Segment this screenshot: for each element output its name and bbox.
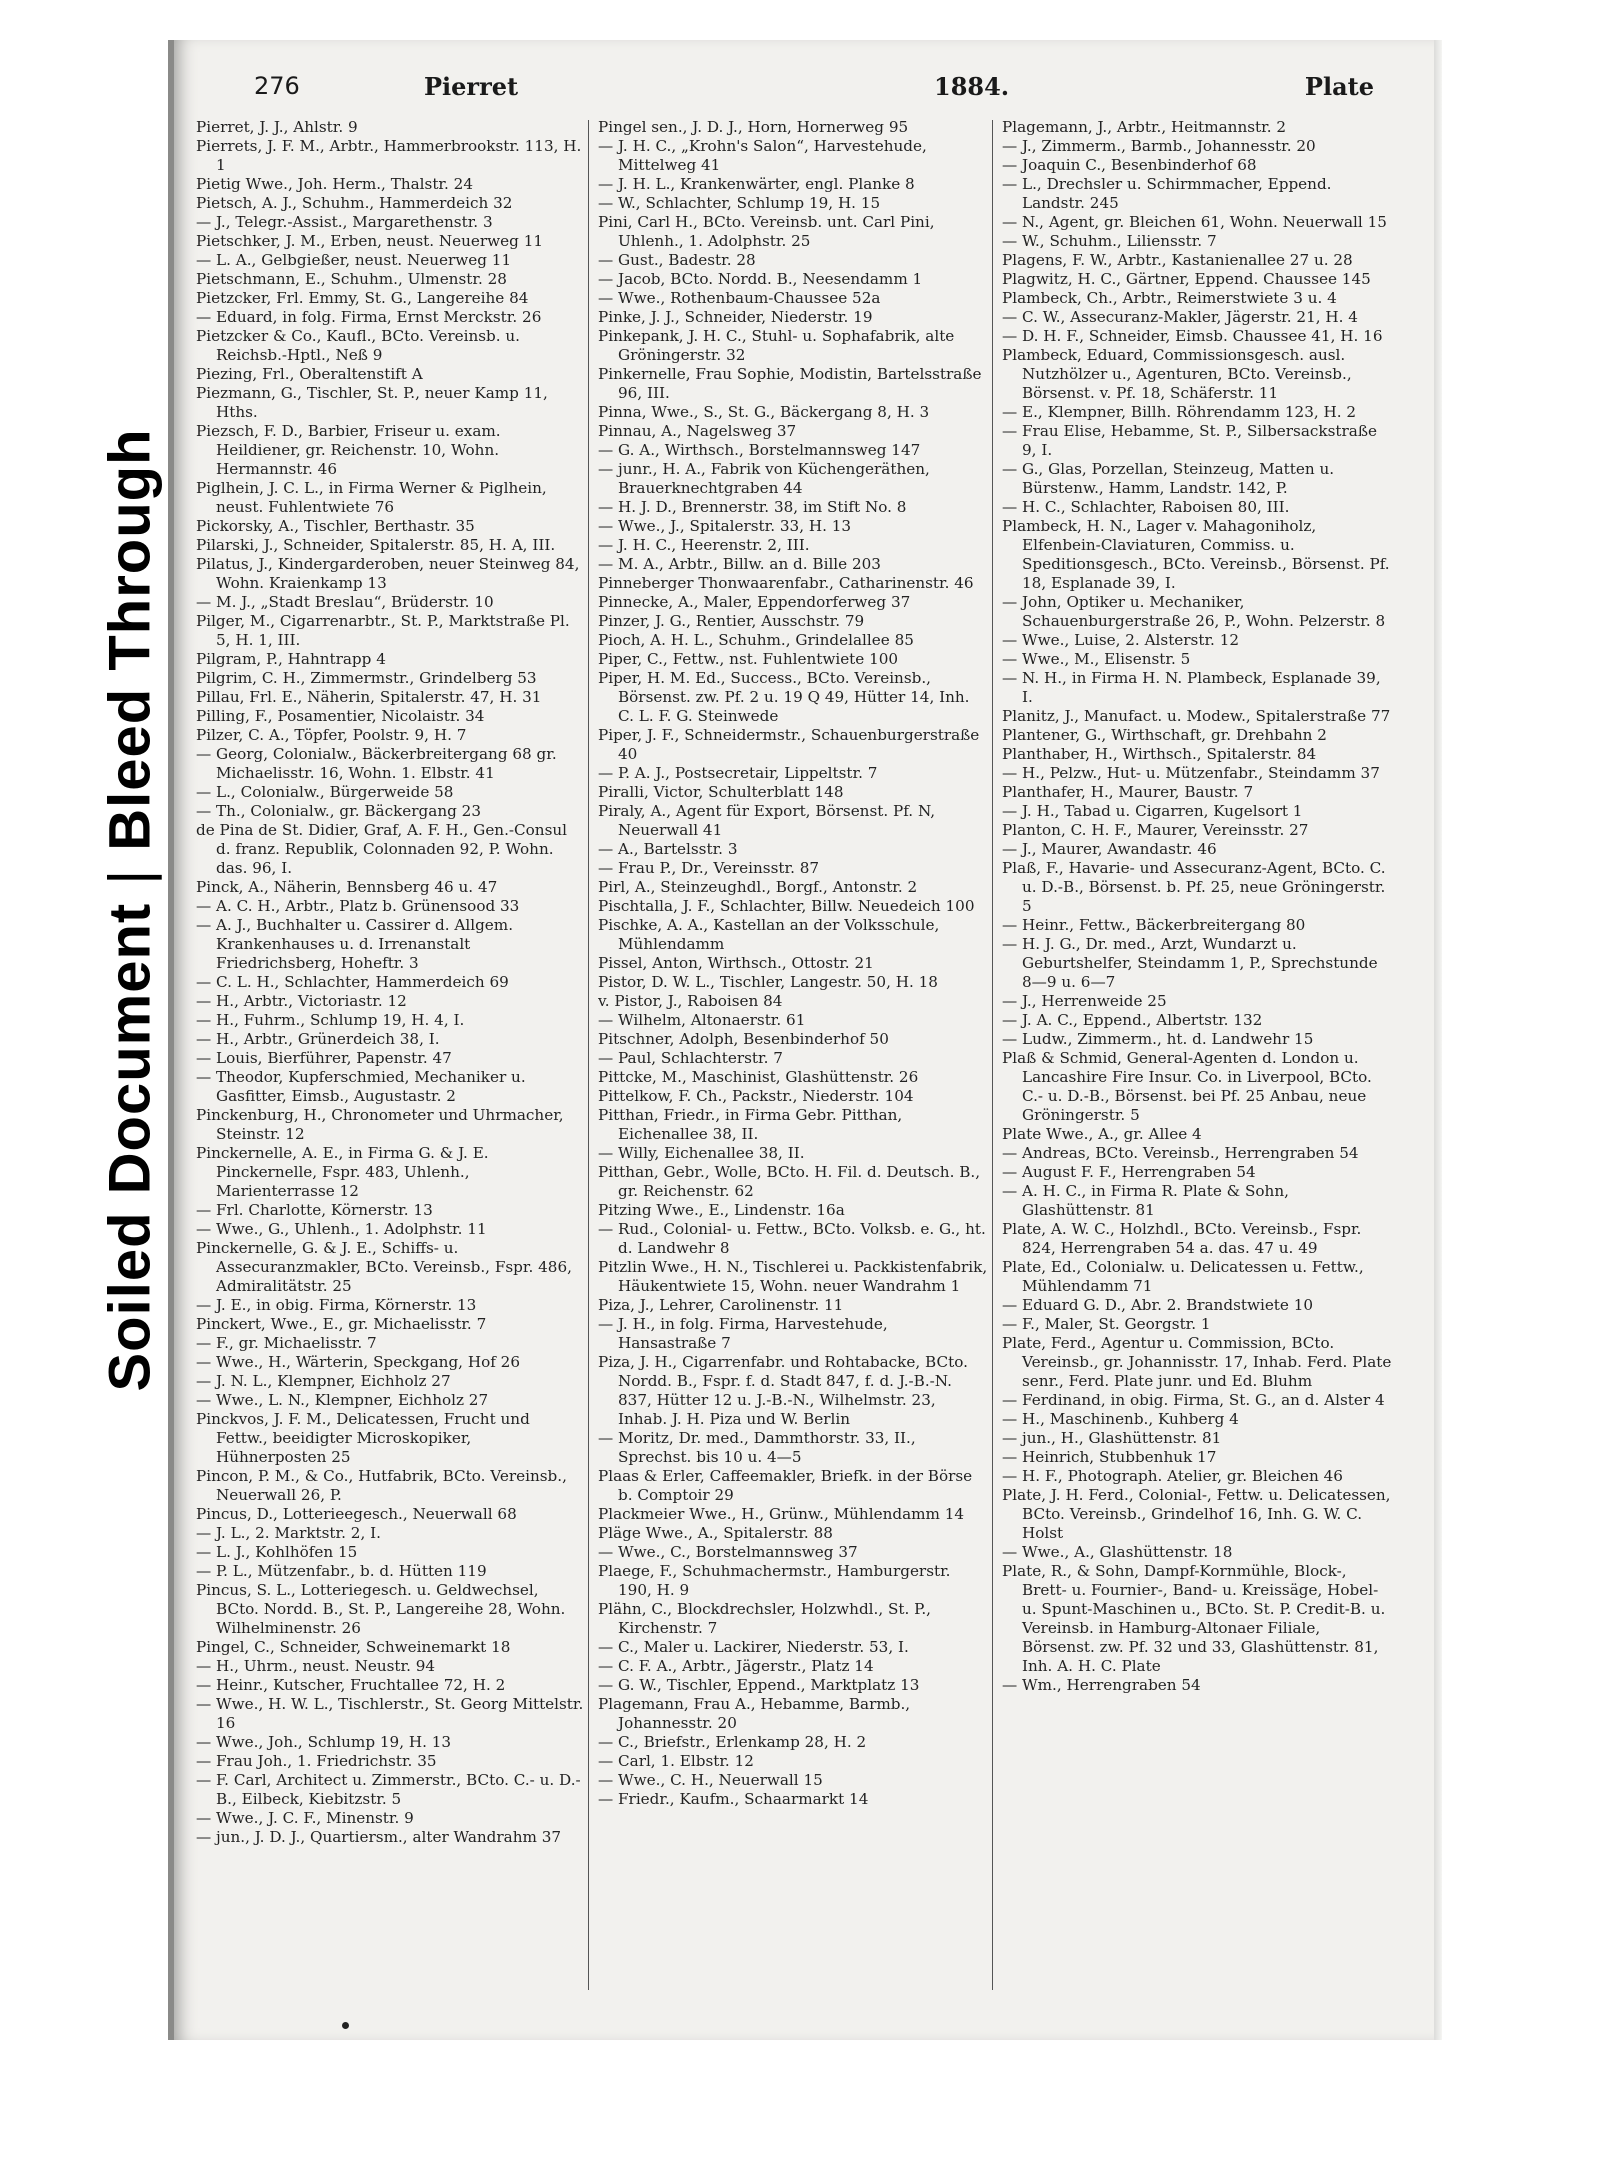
directory-entry: Pillau, Frl. E., Näherin, Spitalerstr. 47, H. 31	[196, 688, 542, 706]
directory-entry: Pincus, D., Lotterieegesch., Neuerwall 68	[196, 1505, 517, 1523]
directory-entry: Plate, Ferd., Agentur u. Commission, BCto. Vereinsb., gr. Johannisstr. 17, Inhab. Ferd. Plate senr., Ferd. Plate junr. und Ed. Bluhm	[1002, 1334, 1392, 1390]
header-right-keyword: Plate	[1304, 72, 1374, 101]
directory-entry: Piglhein, J. C. L., in Firma Werner & Piglhein, neust. Fuhlentwiete 76	[196, 479, 547, 516]
directory-entry: — Eduard, in folg. Firma, Ernst Merckstr. 26	[196, 308, 542, 326]
column-divider	[588, 120, 589, 1990]
directory-entry: — H. F., Photograph. Atelier, gr. Bleichen 46	[1002, 1467, 1343, 1485]
directory-entry: — F. Carl, Architect u. Zimmerstr., BCto. C.- u. D.-B., Eilbeck, Kiebitzstr. 5	[196, 1771, 581, 1808]
directory-column-2	[598, 118, 988, 1978]
directory-entry: Pilgrim, C. H., Zimmermstr., Grindelberg 53	[196, 669, 537, 687]
directory-entry: Pickorsky, A., Tischler, Berthastr. 35	[196, 517, 475, 535]
directory-entry: Pitschner, Adolph, Besenbinderhof 50	[598, 1030, 889, 1048]
directory-entry: — Wwe., C. H., Neuerwall 15	[598, 1771, 823, 1789]
stamp-soiled-document: Soiled Document	[97, 902, 163, 1392]
directory-entry: Plaas & Erler, Caffeemakler, Briefk. in der Börse b. Comptoir 29	[598, 1467, 973, 1504]
directory-entry: — L., Drechsler u. Schirmmacher, Eppend. Landstr. 245	[1002, 175, 1332, 212]
directory-entry: Plagemann, Frau A., Hebamme, Barmb., Johannesstr. 20	[598, 1695, 911, 1732]
directory-entry: — W., Schuhm., Liliensstr. 7	[1002, 232, 1217, 250]
directory-entry: — L. A., Gelbgießer, neust. Neuerweg 11	[196, 251, 512, 269]
directory-entry: Pistor, D. W. L., Tischler, Langestr. 50, H. 18	[598, 973, 938, 991]
document-condition-stamp	[80, 370, 180, 1450]
directory-entry: — P. A. J., Postsecretair, Lippeltstr. 7	[598, 764, 878, 782]
directory-entry: — H. J. G., Dr. med., Arzt, Wundarzt u. Geburtshelfer, Steindamm 1, P., Sprechstunde 8—9 u. 6—7	[1002, 935, 1378, 991]
directory-entry: Pietschker, J. M., Erben, neust. Neuerweg 11	[196, 232, 544, 250]
stamp-separator: |	[97, 868, 163, 885]
directory-entry: — J. H., in folg. Firma, Harvestehude, Hansastraße 7	[598, 1315, 888, 1352]
directory-entry: Pierret, J. J., Ahlstr. 9	[196, 118, 358, 136]
directory-entry: Piraly, A., Agent für Export, Börsenst. Pf. N, Neuerwall 41	[598, 802, 936, 839]
directory-entry: Pitthan, Gebr., Wolle, BCto. H. Fil. d. Deutsch. B., gr. Reichenstr. 62	[598, 1163, 981, 1200]
directory-entry: v. Pistor, J., Raboisen 84	[598, 992, 783, 1010]
directory-column-1	[196, 118, 586, 1978]
directory-entry: Plambeck, Eduard, Commissionsgesch. ausl. Nutzhölzer u., Agenturen, BCto. Vereinsb., Börsenst. v. Pf. 18, Schäferstr. 11	[1002, 346, 1352, 402]
directory-entry: — H., Arbtr., Victoriastr. 12	[196, 992, 407, 1010]
directory-entry: — N. H., in Firma H. N. Plambeck, Esplanade 39, I.	[1002, 669, 1381, 706]
directory-page	[168, 40, 1434, 2040]
directory-entry: Pilger, M., Cigarrenarbtr., St. P., Marktstraße Pl. 5, H. 1, III.	[196, 612, 570, 649]
directory-entry: — D. H. F., Schneider, Eimsb. Chaussee 41, H. 16	[1002, 327, 1383, 345]
directory-entry: Plambeck, Ch., Arbtr., Reimerstwiete 3 u. 4	[1002, 289, 1337, 307]
directory-entry: de Pina de St. Didier, Graf, A. F. H., Gen.-Consul d. franz. Republik, Colonnaden 92, P. Wohn. das. 96, I.	[196, 821, 568, 877]
directory-entry: Pilzer, C. A., Töpfer, Poolstr. 9, H. 7	[196, 726, 467, 744]
directory-entry: — J., Maurer, Awandastr. 46	[1002, 840, 1217, 858]
directory-entry: — Heinr., Fettw., Bäckerbreitergang 80	[1002, 916, 1306, 934]
directory-entry: — J. E., in obig. Firma, Körnerstr. 13	[196, 1296, 477, 1314]
directory-entry: — Wwe., H., Wärterin, Speckgang, Hof 26	[196, 1353, 520, 1371]
directory-entry: Pietzcker, Frl. Emmy, St. G., Langereihe 84	[196, 289, 529, 307]
directory-entry: — jun., J. D. J., Quartiersm., alter Wandrahm 37	[196, 1828, 562, 1846]
directory-entry: Pinkernelle, Frau Sophie, Modistin, Bartelsstraße 96, III.	[598, 365, 982, 402]
directory-entry: — Paul, Schlachterstr. 7	[598, 1049, 783, 1067]
directory-entry: — H., Arbtr., Grünerdeich 38, I.	[196, 1030, 440, 1048]
directory-entry: — Louis, Bierführer, Papenstr. 47	[196, 1049, 452, 1067]
directory-entry: — J. H. L., Krankenwärter, engl. Planke 8	[598, 175, 915, 193]
directory-entry: Pinnecke, A., Maler, Eppendorferweg 37	[598, 593, 911, 611]
directory-entry: Pietzcker & Co., Kaufl., BCto. Vereinsb. u. Reichsb.-Hptl., Neß 9	[196, 327, 521, 364]
directory-entry: Pläge Wwe., A., Spitalerstr. 88	[598, 1524, 833, 1542]
directory-entry: — Wwe., G., Uhlenh., 1. Adolphstr. 11	[196, 1220, 487, 1238]
directory-entry: — P. L., Mützenfabr., b. d. Hütten 119	[196, 1562, 487, 1580]
directory-entry: Planton, C. H. F., Maurer, Vereinsstr. 27	[1002, 821, 1309, 839]
directory-entry: — Frl. Charlotte, Körnerstr. 13	[196, 1201, 433, 1219]
directory-entry: — F., gr. Michaelisstr. 7	[196, 1334, 377, 1352]
stamp-label	[97, 429, 164, 1392]
directory-entry: — Wwe., L. N., Klempner, Eichholz 27	[196, 1391, 489, 1409]
directory-entry: — Wwe., A., Glashüttenstr. 18	[1002, 1543, 1233, 1561]
directory-entry: Piper, H. M. Ed., Success., BCto. Vereinsb., Börsenst. zw. Pf. 2 u. 19 Q 49, Hütter 14, Inh. C. L. F. G. Steinwede	[598, 669, 970, 725]
directory-entry: — Wwe., Joh., Schlump 19, H. 13	[196, 1733, 452, 1751]
directory-entry: Pittcke, M., Maschinist, Glashüttenstr. 26	[598, 1068, 919, 1086]
directory-entry: — J., Zimmerm., Barmb., Johannesstr. 20	[1002, 137, 1316, 155]
directory-entry: — Andreas, BCto. Vereinsb., Herrengraben 54	[1002, 1144, 1359, 1162]
directory-entry: Pinckernelle, A. E., in Firma G. & J. E. Pinckernelle, Fspr. 483, Uhlenh., Marienterrasse 12	[196, 1144, 489, 1200]
directory-entry: Piper, J. F., Schneidermstr., Schauenburgerstraße 40	[598, 726, 980, 763]
directory-entry: Piezsch, F. D., Barbier, Friseur u. exam. Heildiener, gr. Reichenstr. 10, Wohn. Hermannstr. 46	[196, 422, 501, 478]
directory-entry: Planitz, J., Manufact. u. Modew., Spitalerstraße 77	[1002, 707, 1391, 725]
directory-entry: — Wwe., H. W. L., Tischlerstr., St. Georg Mittelstr. 16	[196, 1695, 584, 1732]
directory-entry: Pirl, A., Steinzeughdl., Borgf., Antonstr. 2	[598, 878, 918, 896]
directory-entry: — J., Telegr.-Assist., Margarethenstr. 3	[196, 213, 493, 231]
directory-entry: Plambeck, H. N., Lager v. Mahagoniholz, Elfenbein-Claviaturen, Commiss. u. Speditionsgesch., BCto. Vereinsb., Börsenst. Pf. 18, Esplanade 39, I.	[1002, 517, 1390, 592]
directory-entry: Plagwitz, H. C., Gärtner, Eppend. Chaussee 145	[1002, 270, 1371, 288]
directory-entry: Pietschmann, E., Schuhm., Ulmenstr. 28	[196, 270, 507, 288]
directory-entry: — G. W., Tischler, Eppend., Marktplatz 13	[598, 1676, 920, 1694]
directory-entry: Piza, J. H., Cigarrenfabr. und Rohtabacke, BCto. Nordd. B., Fspr. f. d. Stadt 847, f. d. J.-B.-N. 837, Hütter 12 u. J.-B.-N., Wilhelmstr. 23, Inhab. J. H. Piza und W. Berlin	[598, 1353, 968, 1428]
header-left-keyword: Pierret	[424, 72, 519, 101]
directory-entry: Plähn, C., Blockdrechsler, Holzwhdl., St. P., Kirchenstr. 7	[598, 1600, 931, 1637]
directory-entry: Pingel sen., J. D. J., Horn, Hornerweg 95	[598, 118, 909, 136]
directory-entry: Pinck, A., Näherin, Bennsberg 46 u. 47	[196, 878, 498, 896]
directory-entry: Pissel, Anton, Wirthsch., Ottostr. 21	[598, 954, 874, 972]
directory-entry: Plaß & Schmid, General-Agenten d. London u. Lancashire Fire Insur. Co. in Liverpool, BCto. C.- u. D.-B., Börsenst. bei Pf. 25 Anbau, neue Gröningerstr. 5	[1002, 1049, 1372, 1124]
directory-entry: Pilgram, P., Hahntrapp 4	[196, 650, 386, 668]
directory-entry: — Wwe., C., Borstelmannsweg 37	[598, 1543, 858, 1561]
directory-entry: — Gust., Badestr. 28	[598, 251, 756, 269]
directory-entry: — Th., Colonialw., gr. Bäckergang 23	[196, 802, 481, 820]
directory-entry: — H. C., Schlachter, Raboisen 80, III.	[1002, 498, 1290, 516]
page-header	[234, 66, 1394, 110]
directory-entry: Plate, A. W. C., Holzhdl., BCto. Vereinsb., Fspr. 824, Herrengraben 54 a. das. 47 u. 49	[1002, 1220, 1362, 1257]
directory-entry: Pinckvos, J. F. M., Delicatessen, Frucht und Fettw., beeidigter Microskopiker, Hühnerposten 25	[196, 1410, 530, 1466]
directory-entry: — Wwe., M., Elisenstr. 5	[1002, 650, 1191, 668]
directory-entry: — J. A. C., Eppend., Albertstr. 132	[1002, 1011, 1263, 1029]
page-number: 276	[254, 72, 300, 100]
column-divider	[992, 120, 993, 1990]
directory-entry: — Rud., Colonial- u. Fettw., BCto. Volksb. e. G., ht. d. Landwehr 8	[598, 1220, 986, 1257]
directory-entry: — Wwe., Luise, 2. Alsterstr. 12	[1002, 631, 1240, 649]
directory-entry: — J. L., 2. Marktstr. 2, I.	[196, 1524, 381, 1542]
directory-entry: — Wwe., Rothenbaum-Chaussee 52a	[598, 289, 881, 307]
directory-entry: — H., Pelzw., Hut- u. Mützenfabr., Steindamm 37	[1002, 764, 1380, 782]
directory-entry: — Eduard G. D., Abr. 2. Brandstwiete 10	[1002, 1296, 1314, 1314]
directory-entry: — J. H., Tabad u. Cigarren, Kugelsort 1	[1002, 802, 1303, 820]
directory-entry: Pinckert, Wwe., E., gr. Michaelisstr. 7	[196, 1315, 487, 1333]
directory-entry: — Ludw., Zimmerm., ht. d. Landwehr 15	[1002, 1030, 1314, 1048]
directory-entry: — N., Agent, gr. Bleichen 61, Wohn. Neuerwall 15	[1002, 213, 1387, 231]
directory-entry: Plantener, G., Wirthschaft, gr. Drehbahn 2	[1002, 726, 1327, 744]
directory-entry: — E., Klempner, Billh. Röhrendamm 123, H. 2	[1002, 403, 1357, 421]
directory-entry: — Joaquin C., Besenbinderhof 68	[1002, 156, 1257, 174]
directory-entry: Pinzer, J. G., Rentier, Ausschstr. 79	[598, 612, 865, 630]
directory-entry: — H., Fuhrm., Schlump 19, H. 4, I.	[196, 1011, 465, 1029]
directory-entry: Pietig Wwe., Joh. Herm., Thalstr. 24	[196, 175, 473, 193]
directory-entry: — M. A., Arbtr., Billw. an d. Bille 203	[598, 555, 881, 573]
directory-entry: — Frau Joh., 1. Friedrichstr. 35	[196, 1752, 437, 1770]
directory-entry: — J. N. L., Klempner, Eichholz 27	[196, 1372, 451, 1390]
directory-entry: Piper, C., Fettw., nst. Fuhlentwiete 100	[598, 650, 899, 668]
directory-entry: Plaege, F., Schuhmachermstr., Hamburgerstr. 190, H. 9	[598, 1562, 951, 1599]
directory-entry: Pioch, A. H. L., Schuhm., Grindelallee 85	[598, 631, 914, 649]
directory-entry: — A. J., Buchhalter u. Cassirer d. Allgem. Krankenhauses u. d. Irrenanstalt Friedrichsberg, Hoheftr. 3	[196, 916, 514, 972]
directory-entry: — A. H. C., in Firma R. Plate & Sohn, Glashüttenstr. 81	[1002, 1182, 1289, 1219]
directory-entry: Plackmeier Wwe., H., Grünw., Mühlendamm 14	[598, 1505, 965, 1523]
directory-entry: — G., Glas, Porzellan, Steinzeug, Matten u. Bürstenw., Hamm, Landstr. 142, P.	[1002, 460, 1335, 497]
directory-entry: — Wwe., J., Spitalerstr. 33, H. 13	[598, 517, 852, 535]
directory-entry: Piezing, Frl., Oberaltenstift A	[196, 365, 423, 383]
directory-entry: — Frau P., Dr., Vereinsstr. 87	[598, 859, 820, 877]
directory-entry: Plate, J. H. Ferd., Colonial-, Fettw. u. Delicatessen, BCto. Vereinsb., Grindelhof 16, Inh. G. W. C. Holst	[1002, 1486, 1391, 1542]
directory-entry: Pinckenburg, H., Chronometer und Uhrmacher, Steinstr. 12	[196, 1106, 564, 1143]
directory-entry: — Moritz, Dr. med., Dammthorstr. 33, II., Sprechst. bis 10 u. 4—5	[598, 1429, 916, 1466]
directory-entry: — Heinr., Kutscher, Fruchtallee 72, H. 2	[196, 1676, 506, 1694]
directory-entry: Pinke, J. J., Schneider, Niederstr. 19	[598, 308, 873, 326]
directory-entry: Plagens, F. W., Arbtr., Kastanienallee 27 u. 28	[1002, 251, 1353, 269]
directory-entry: Pinneberger Thonwaarenfabr., Catharinenstr. 46	[598, 574, 974, 592]
directory-entry: Plagemann, J., Arbtr., Heitmannstr. 2	[1002, 118, 1287, 136]
directory-entry: — Jacob, BCto. Nordd. B., Neesendamm 1	[598, 270, 923, 288]
directory-entry: Pitthan, Friedr., in Firma Gebr. Pitthan, Eichenallee 38, II.	[598, 1106, 903, 1143]
directory-entry: — C., Briefstr., Erlenkamp 28, H. 2	[598, 1733, 867, 1751]
directory-entry: Pinckernelle, G. & J. E., Schiffs- u. Assecuranzmakler, BCto. Vereinsb., Fspr. 486, Admiralitätstr. 25	[196, 1239, 572, 1295]
ink-dot	[342, 2022, 349, 2029]
directory-entry: Pischke, A. A., Kastellan an der Volksschule, Mühlendamm	[598, 916, 940, 953]
directory-entry: — H., Uhrm., neust. Neustr. 94	[196, 1657, 436, 1675]
directory-entry: Pitzing Wwe., E., Lindenstr. 16a	[598, 1201, 845, 1219]
stamp-bleed-through: Bleed Through	[97, 428, 163, 851]
directory-entry: Pierrets, J. F. M., Arbtr., Hammerbrookstr. 113, H. 1	[196, 137, 582, 174]
directory-entry: — A., Bartelsstr. 3	[598, 840, 738, 858]
directory-entry: — C. F. A., Arbtr., Jägerstr., Platz 14	[598, 1657, 874, 1675]
directory-entry: Pilling, F., Posamentier, Nicolaistr. 34	[196, 707, 485, 725]
directory-entry: — Carl, 1. Elbstr. 12	[598, 1752, 754, 1770]
directory-entry: Plate, Ed., Colonialw. u. Delicatessen u. Fettw., Mühlendamm 71	[1002, 1258, 1364, 1295]
directory-entry: — A. C. H., Arbtr., Platz b. Grünensood 33	[196, 897, 520, 915]
directory-entry: — C., Maler u. Lackirer, Niederstr. 53, I.	[598, 1638, 909, 1656]
directory-entry: — H., Maschinenb., Kuhberg 4	[1002, 1410, 1239, 1428]
directory-column-3	[1002, 118, 1392, 1978]
directory-entry: Pietsch, A. J., Schuhm., Hammerdeich 32	[196, 194, 513, 212]
directory-entry: Pingel, C., Schneider, Schweinemarkt 18	[196, 1638, 511, 1656]
directory-entry: — jun., H., Glashüttenstr. 81	[1002, 1429, 1222, 1447]
directory-entry: Plaß, F., Havarie- und Assecuranz-Agent, BCto. C. u. D.-B., Börsenst. b. Pf. 25, neue Gröningerstr. 5	[1002, 859, 1386, 915]
directory-entry: — junr., H. A., Fabrik von Küchengeräthen, Brauerknechtgraben 44	[598, 460, 930, 497]
directory-entry: — Willy, Eichenallee 38, II.	[598, 1144, 805, 1162]
directory-entry: — Wilhelm, Altonaerstr. 61	[598, 1011, 806, 1029]
directory-entry: Piza, J., Lehrer, Carolinenstr. 11	[598, 1296, 844, 1314]
directory-entry: Piezmann, G., Tischler, St. P., neuer Kamp 11, Hths.	[196, 384, 548, 421]
directory-entry: Pittelkow, F. Ch., Packstr., Niederstr. 104	[598, 1087, 914, 1105]
directory-entry: Pinkepank, J. H. C., Stuhl- u. Sophafabrik, alte Gröningerstr. 32	[598, 327, 955, 364]
directory-entry: — F., Maler, St. Georgstr. 1	[1002, 1315, 1211, 1333]
directory-entry: Pischtalla, J. F., Schlachter, Billw. Neuedeich 100	[598, 897, 975, 915]
directory-entry: Pinna, Wwe., S., St. G., Bäckergang 8, H. 3	[598, 403, 930, 421]
directory-entry: Piralli, Victor, Schulterblatt 148	[598, 783, 844, 801]
directory-entry: Pitzlin Wwe., H. N., Tischlerei u. Packkistenfabrik, Häukentwiete 15, Wohn. neuer Wandrahm 1	[598, 1258, 988, 1295]
directory-entry: Pilatus, J., Kindergarderoben, neuer Steinweg 84, Wohn. Kraienkamp 13	[196, 555, 580, 592]
directory-entry: Plate, R., & Sohn, Dampf-Kornmühle, Block-, Brett- u. Fournier-, Band- u. Kreissäge, Hobel- u. Spunt-Maschinen u., BCto. St. P. Credit-B. u. Vereinsb. in Hamburg-Altonaer Filiale, Börsenst. zw. Pf. 32 und 33, Glashüttenstr. 81, Inh. A. H. C. Plate	[1002, 1562, 1386, 1675]
directory-entry: Pinnau, A., Nagelsweg 37	[598, 422, 797, 440]
directory-entry: — W., Schlachter, Schlump 19, H. 15	[598, 194, 881, 212]
directory-entry: — H. J. D., Brennerstr. 38, im Stift No. 8	[598, 498, 907, 516]
directory-entry: — Wm., Herrengraben 54	[1002, 1676, 1201, 1694]
directory-entry: Plate Wwe., A., gr. Allee 4	[1002, 1125, 1202, 1143]
directory-entry: — Heinrich, Stubbenhuk 17	[1002, 1448, 1217, 1466]
directory-entry: — J., Herrenweide 25	[1002, 992, 1167, 1010]
directory-entry: — Ferdinand, in obig. Firma, St. G., an d. Alster 4	[1002, 1391, 1385, 1409]
header-year: 1884.	[934, 72, 1010, 101]
directory-entry: — Georg, Colonialw., Bäckerbreitergang 68 gr. Michaelisstr. 16, Wohn. 1. Elbstr. 41	[196, 745, 557, 782]
directory-entry: Pincus, S. L., Lotteriegesch. u. Geldwechsel, BCto. Nordd. B., St. P., Langereihe 28, Wohn. Wilhelminenstr. 26	[196, 1581, 566, 1637]
directory-entry: — J. H. C., „Krohn's Salon“, Harvestehude, Mittelweg 41	[598, 137, 927, 174]
directory-entry: — C. L. H., Schlachter, Hammerdeich 69	[196, 973, 509, 991]
directory-entry: Planthafer, H., Maurer, Baustr. 7	[1002, 783, 1254, 801]
directory-entry: — L., Colonialw., Bürgerweide 58	[196, 783, 454, 801]
directory-entry: — August F. F., Herrengraben 54	[1002, 1163, 1256, 1181]
directory-entry: — Theodor, Kupferschmied, Mechaniker u. Gasfitter, Eimsb., Augustastr. 2	[196, 1068, 526, 1105]
directory-entry: — Frau Elise, Hebamme, St. P., Silbersackstraße 9, I.	[1002, 422, 1377, 459]
directory-entry: Planthaber, H., Wirthsch., Spitalerstr. 84	[1002, 745, 1317, 763]
directory-entry: — G. A., Wirthsch., Borstelmannsweg 147	[598, 441, 921, 459]
directory-entry: — Friedr., Kaufm., Schaarmarkt 14	[598, 1790, 869, 1808]
directory-entry: — John, Optiker u. Mechaniker, Schauenburgerstraße 26, P., Wohn. Pelzerstr. 8	[1002, 593, 1386, 630]
directory-entry: — Wwe., J. C. F., Minenstr. 9	[196, 1809, 414, 1827]
directory-entry: — L. J., Kohlhöfen 15	[196, 1543, 358, 1561]
directory-entry: — J. H. C., Heerenstr. 2, III.	[598, 536, 810, 554]
directory-entry: Pilarski, J., Schneider, Spitalerstr. 85, H. A, III.	[196, 536, 556, 554]
directory-entry: Pincon, P. M., & Co., Hutfabrik, BCto. Vereinsb., Neuerwall 26, P.	[196, 1467, 567, 1504]
directory-entry: Pini, Carl H., BCto. Vereinsb. unt. Carl Pini, Uhlenh., 1. Adolphstr. 25	[598, 213, 935, 250]
directory-entry: — C. W., Assecuranz-Makler, Jägerstr. 21, H. 4	[1002, 308, 1358, 326]
directory-entry: — M. J., „Stadt Breslau“, Brüderstr. 10	[196, 593, 494, 611]
